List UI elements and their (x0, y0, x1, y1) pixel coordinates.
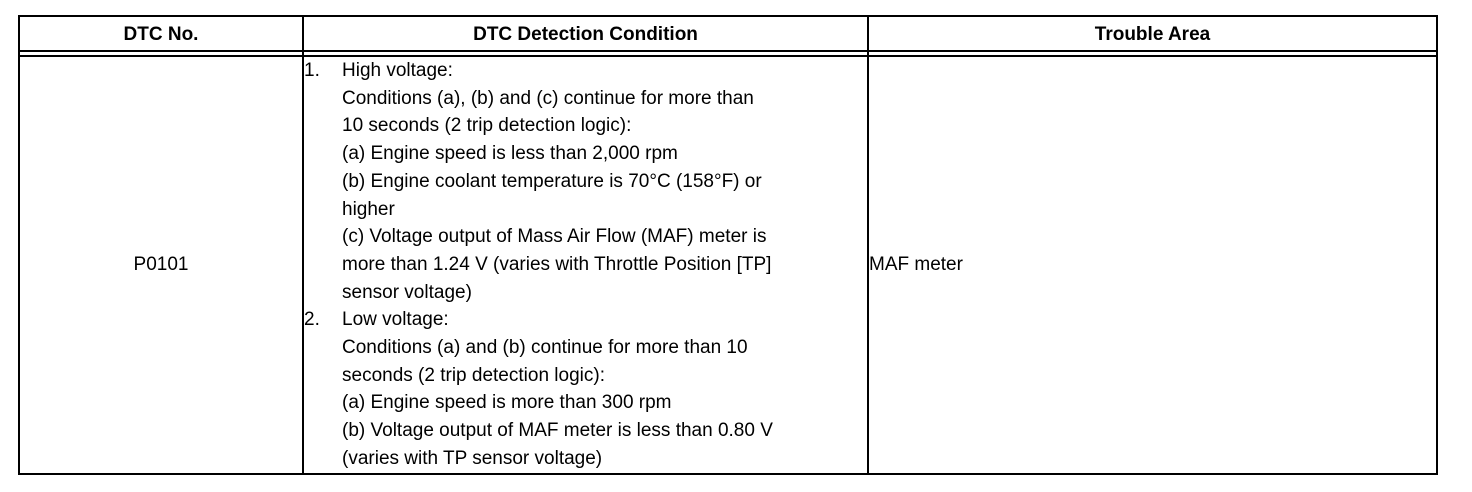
header-trouble-area: Trouble Area (868, 16, 1437, 51)
condition-line: Low voltage: (342, 309, 449, 331)
trouble-area-cell: MAF meter (868, 56, 1437, 474)
condition-line: 10 seconds (2 trip detection logic): (342, 115, 632, 137)
condition-line: (a) Engine speed is less than 2,000 rpm (342, 143, 678, 165)
condition-item-1 (304, 57, 867, 306)
header-detection-condition: DTC Detection Condition (303, 16, 868, 51)
table-row (19, 56, 1437, 474)
condition-line: Conditions (a), (b) and (c) continue for more than (342, 87, 754, 109)
header-dtc-no: DTC No. (19, 16, 303, 51)
condition-number: 2. (304, 309, 320, 331)
condition-line: (b) Engine coolant temperature is 70°C (158°F) or (342, 170, 762, 192)
condition-line: (b) Voltage output of MAF meter is less than 0.80 V (342, 420, 773, 442)
condition-line: (a) Engine speed is more than 300 rpm (342, 392, 672, 414)
condition-line: (varies with TP sensor voltage) (342, 447, 603, 469)
dtc-table (18, 15, 1438, 475)
condition-line: sensor voltage) (342, 281, 472, 303)
detection-condition-cell (303, 56, 868, 474)
condition-lines (342, 57, 771, 306)
condition-line: High voltage: (342, 60, 453, 81)
dtc-code-cell: P0101 (19, 56, 303, 474)
condition-lines (342, 306, 773, 472)
condition-line: higher (342, 198, 395, 220)
condition-number: 1. (304, 60, 320, 81)
header-row (19, 16, 1437, 51)
condition-line: (c) Voltage output of Mass Air Flow (MAF) meter is (342, 226, 767, 248)
condition-item-2 (304, 306, 867, 472)
condition-line: more than 1.24 V (varies with Throttle Position [TP] (342, 253, 772, 275)
condition-line: seconds (2 trip detection logic): (342, 364, 605, 386)
condition-line: Conditions (a) and (b) continue for more than 10 (342, 337, 748, 359)
